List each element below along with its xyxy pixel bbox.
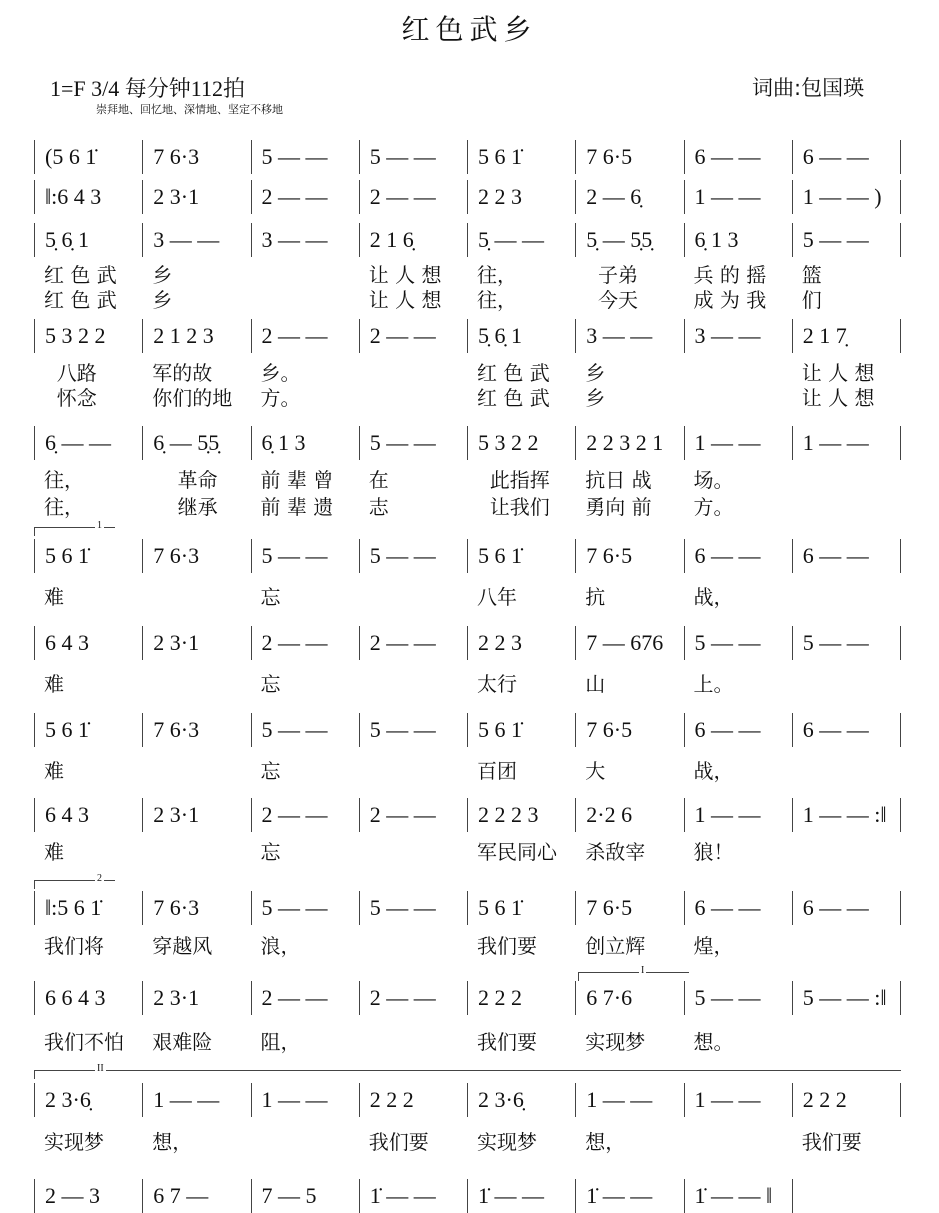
measure: 2 — —: [360, 626, 468, 660]
measure: 6̣ 1 3: [252, 426, 360, 460]
lyric: 煌，: [693, 934, 734, 958]
lyric: 继承: [152, 495, 218, 519]
lyric: [359, 581, 467, 610]
lyric: 忘: [260, 585, 281, 609]
measure: 1̇ — —: [360, 1179, 468, 1213]
measure: 1 — —: [685, 798, 793, 832]
lyric: 难: [44, 585, 64, 609]
measure: 6 — —: [793, 140, 901, 174]
lyric-line: [34, 1026, 900, 1055]
lyric-line: [34, 668, 900, 697]
lyric: [142, 755, 250, 784]
lyric: 山: [585, 672, 606, 696]
measure: 2 2 3 2 1: [576, 426, 684, 460]
staff-row: [34, 1179, 793, 1213]
measure: 7 6·5: [576, 539, 684, 573]
lyric: 此指挥: [477, 468, 550, 492]
measure: 6 7·6: [576, 981, 684, 1015]
staff-row: [34, 891, 901, 925]
lyric: 往，: [477, 288, 517, 312]
volta-bracket: [34, 873, 115, 889]
lyric: [792, 930, 900, 959]
lyric: 让我们: [477, 495, 550, 519]
lyric: 红 色 武: [44, 263, 117, 287]
lyric: [142, 668, 250, 697]
lyric-line: [34, 382, 900, 411]
measure: 2 2 2: [468, 981, 576, 1015]
lyric: [251, 1126, 359, 1155]
lyric: 我们要: [368, 1130, 429, 1154]
lyric: [359, 382, 467, 411]
measure: 5 6 1̇: [35, 713, 143, 747]
lyric: 八年: [477, 585, 517, 609]
lyric: 军民同心: [477, 840, 557, 864]
staff-row: [34, 798, 901, 832]
staff-row: [34, 223, 901, 257]
lyric: 抗: [585, 585, 606, 609]
measure: 6 — —: [685, 713, 793, 747]
lyric: [359, 930, 467, 959]
measure: 5 — —: [360, 426, 468, 460]
measure: 5 — —: [252, 713, 360, 747]
lyric: 我们要: [801, 1130, 862, 1154]
lyric: 难: [44, 840, 64, 864]
measure: 5 — —: [793, 223, 901, 257]
measure: 6 — —: [685, 891, 793, 925]
measure: 6 — —: [793, 891, 901, 925]
measure: 2 — —: [252, 319, 360, 353]
measure: 2 3·1: [143, 626, 251, 660]
lyric: 我们要: [477, 934, 537, 958]
lyric: 兵 的 摇: [693, 263, 767, 287]
lyric: 往，: [44, 468, 84, 492]
measure: 5̣ 6̣ 1: [468, 319, 576, 353]
lyric-line: [34, 836, 900, 865]
lyric: [792, 491, 900, 520]
measure: 2 1 7̣: [793, 319, 901, 353]
lyric: 怀念: [44, 386, 97, 410]
composer-credit: 词曲:包国瑛: [752, 76, 865, 100]
lyric: [792, 581, 900, 610]
measure: 1 — —: [685, 180, 793, 214]
measure: 6̣ — —: [35, 426, 143, 460]
lyric: 想。: [693, 1030, 734, 1054]
lyric: 实现梦: [585, 1030, 646, 1054]
measure: 6̣ 1 3: [685, 223, 793, 257]
lyric: 乡: [152, 263, 173, 287]
lyric: [792, 836, 900, 865]
lyric: 实现梦: [44, 1130, 104, 1154]
lyric: 子弟: [585, 263, 638, 287]
measure: 5 — —: [685, 981, 793, 1015]
measure: 2 3·1: [143, 798, 251, 832]
measure: 2 — 6̣: [576, 180, 684, 214]
lyric-line: [34, 284, 900, 313]
volta-label: 1: [97, 520, 102, 531]
measure: 5 — —: [685, 626, 793, 660]
song-title: 红色武乡: [401, 13, 538, 46]
lyric: 浪，: [260, 934, 301, 958]
lyric: [792, 755, 900, 784]
measure: 2 3·6̣: [468, 1083, 576, 1117]
measure: 7 6·5: [576, 891, 684, 925]
measure: 1 — —: [685, 426, 793, 460]
measure: 1̇ — —: [576, 1179, 684, 1213]
measure: 2 — —: [252, 626, 360, 660]
lyric: [359, 836, 467, 865]
measure: 1 — — :‖: [793, 798, 901, 832]
measure: 7 6·3: [143, 713, 251, 747]
measure: 6 — —: [793, 713, 901, 747]
lyric: 我们要: [477, 1030, 537, 1054]
lyric: 想，: [152, 1130, 193, 1154]
measure: 5 6 1̇: [468, 891, 576, 925]
lyric: 红 色 武: [44, 288, 117, 312]
lyric: 志: [368, 495, 389, 519]
staff-row: [34, 981, 901, 1015]
lyric: 红 色 武: [477, 361, 550, 385]
measure: 2 — —: [360, 180, 468, 214]
measure: 1 — — ): [793, 180, 901, 214]
measure: 5̣ — —: [468, 223, 576, 257]
measure: 7 6·3: [143, 891, 251, 925]
measure: 2 — —: [360, 981, 468, 1015]
lyric: 我们将: [44, 934, 104, 958]
measure: 2 — —: [252, 180, 360, 214]
lyric: 难: [44, 759, 64, 783]
lyric: [251, 284, 359, 313]
measure: 2 3·1: [143, 981, 251, 1015]
lyric: 今天: [585, 288, 638, 312]
measure: 2 — —: [252, 981, 360, 1015]
measure: 2 2 2: [793, 1083, 901, 1117]
measure: 5 3 2 2: [468, 426, 576, 460]
staff-row: [34, 140, 901, 174]
lyric: 战，: [693, 759, 734, 783]
staff-row: [34, 713, 901, 747]
measure: 2 2 2: [360, 1083, 468, 1117]
measure: 1̇ — — ‖: [685, 1179, 793, 1213]
lyric: 方。: [260, 386, 301, 410]
staff-row: [34, 426, 901, 460]
measure: 6 — —: [793, 539, 901, 573]
lyric: 难: [44, 672, 64, 696]
measure: 6̣ — 5̣5̣: [143, 426, 251, 460]
measure: (5 6 1̇: [35, 140, 143, 174]
lyric: 军的故: [152, 361, 213, 385]
volta-bracket: [578, 965, 689, 981]
lyric: 方。: [693, 495, 734, 519]
measure: ‖:5 6 1̇: [35, 891, 143, 925]
staff-row: [34, 180, 901, 214]
lyric: 让 人 想: [801, 386, 875, 410]
lyric: 你们的地: [152, 386, 233, 410]
measure: 2 2 2 3: [468, 798, 576, 832]
lyric: 成 为 我: [693, 288, 767, 312]
lyric: [792, 1026, 900, 1055]
lyric: 在: [368, 468, 389, 492]
measure: 5 — —: [360, 713, 468, 747]
volta-label: II: [97, 1063, 104, 1074]
lyric: 想，: [585, 1130, 626, 1154]
measure: 1 — —: [793, 426, 901, 460]
measure: 2 1 6̣: [360, 223, 468, 257]
measure: 2 1 2 3: [143, 319, 251, 353]
lyric: 革命: [152, 468, 218, 492]
measure: 5 — —: [793, 626, 901, 660]
lyric: 忘: [260, 840, 281, 864]
lyric: 大: [585, 759, 606, 783]
measure: ‖:6 4 3: [35, 180, 143, 214]
lyric-line: [34, 1126, 900, 1155]
lyric: 乡: [152, 288, 173, 312]
measure: 5 6 1̇: [35, 539, 143, 573]
measure: 3 — —: [252, 223, 360, 257]
lyric: 篮: [801, 263, 822, 287]
measure: 5 6 1̇: [468, 539, 576, 573]
measure: 7 6·3: [143, 140, 251, 174]
lyric: 我们不怕: [44, 1030, 124, 1054]
lyric: 们: [801, 288, 822, 312]
measure: 6 — —: [685, 539, 793, 573]
lyric: 八路: [44, 361, 97, 385]
measure: 2 2 3: [468, 180, 576, 214]
measure: 2·2 6: [576, 798, 684, 832]
measure: 2 — —: [252, 798, 360, 832]
lyric: 上。: [693, 672, 734, 696]
lyric: 让 人 想: [368, 263, 442, 287]
measure: 6 4 3: [35, 626, 143, 660]
lyric: 让 人 想: [368, 288, 442, 312]
measure: 7 6·5: [576, 140, 684, 174]
expression-marking: 崇拜地、回忆地、深情地、坚定不移地: [96, 103, 283, 116]
lyric: [359, 668, 467, 697]
measure: 1 — —: [576, 1083, 684, 1117]
lyric: [684, 1126, 792, 1155]
lyric-line: [34, 755, 900, 784]
measure: 5 — —: [252, 140, 360, 174]
lyric: 前 辈 遗: [260, 495, 334, 519]
measure: 2 2 3: [468, 626, 576, 660]
lyric: [792, 668, 900, 697]
measure: 5 — — :‖: [793, 981, 901, 1015]
measure: 2 3·6̣: [35, 1083, 143, 1117]
measure: 3 — —: [576, 319, 684, 353]
lyric: 让 人 想: [801, 361, 875, 385]
lyric: 忘: [260, 759, 281, 783]
lyric: [684, 382, 792, 411]
measure: 7 — 676: [576, 626, 684, 660]
measure: 2 — —: [360, 798, 468, 832]
lyric: 乡: [585, 386, 606, 410]
lyric: 穿越风: [152, 934, 213, 958]
lyric: 战，: [693, 585, 734, 609]
lyric: [359, 1026, 467, 1055]
measure: 2 — 3: [35, 1179, 143, 1213]
lyric: [142, 581, 250, 610]
measure: 7 6·3: [143, 539, 251, 573]
measure: 3 — —: [685, 319, 793, 353]
measure: 6 7 —: [143, 1179, 251, 1213]
lyric: 忘: [260, 672, 281, 696]
volta-label: I: [641, 965, 645, 976]
measure: 1 — —: [143, 1083, 251, 1117]
measure: 1̇ — —: [468, 1179, 576, 1213]
lyric-line: [34, 930, 900, 959]
lyric: 勇向 前: [585, 495, 652, 519]
lyric-line: [34, 581, 900, 610]
measure: 2 3·1: [143, 180, 251, 214]
measure: 7 6·5: [576, 713, 684, 747]
measure: 3 — —: [143, 223, 251, 257]
measure: 5̣ 6̣ 1: [35, 223, 143, 257]
lyric: 往，: [44, 495, 84, 519]
measure: 5 — —: [252, 539, 360, 573]
measure: 5 — —: [252, 891, 360, 925]
measure: 5 6 1̇: [468, 140, 576, 174]
lyric: 狼！: [693, 840, 734, 864]
measure: 6 — —: [685, 140, 793, 174]
lyric: 阻，: [260, 1030, 301, 1054]
staff-row: [34, 319, 901, 353]
volta-bracket: [34, 520, 115, 536]
lyric-line: [34, 464, 900, 493]
lyric: 往，: [477, 263, 517, 287]
measure: 6 6 4 3: [35, 981, 143, 1015]
lyric: 百团: [477, 759, 517, 783]
lyric: 前 辈 曾: [260, 468, 334, 492]
measure: 7 — 5: [252, 1179, 360, 1213]
staff-row: [34, 1083, 901, 1117]
lyric: 太行: [477, 672, 517, 696]
staff-row: [34, 626, 901, 660]
lyric: 实现梦: [477, 1130, 537, 1154]
measure: 6 4 3: [35, 798, 143, 832]
lyric: 创立辉: [585, 934, 646, 958]
measure: 5 — —: [360, 140, 468, 174]
measure: 5 — —: [360, 539, 468, 573]
measure: 1 — —: [685, 1083, 793, 1117]
measure: 5 3 2 2: [35, 319, 143, 353]
lyric: 乡。: [260, 361, 301, 385]
lyric: [142, 836, 250, 865]
lyric: 场。: [693, 468, 734, 492]
volta-label: 2: [97, 873, 102, 884]
lyric: 艰难险: [152, 1030, 213, 1054]
volta-bracket: [34, 1063, 901, 1079]
key-tempo: 1=F 3/4 每分钟112拍: [50, 76, 245, 101]
lyric: 乡: [585, 361, 606, 385]
lyric-line: [34, 491, 900, 520]
measure: 5 — —: [360, 891, 468, 925]
lyric: 抗日 战: [585, 468, 652, 492]
measure: 2 — —: [360, 319, 468, 353]
lyric: [792, 464, 900, 493]
measure: 5̣ — 5̣5̣: [576, 223, 684, 257]
measure: 5 6 1̇: [468, 713, 576, 747]
measure: 1 — —: [252, 1083, 360, 1117]
lyric: [359, 755, 467, 784]
lyric: 杀敌宰: [585, 840, 646, 864]
staff-row: [34, 539, 901, 573]
lyric: 红 色 武: [477, 386, 550, 410]
